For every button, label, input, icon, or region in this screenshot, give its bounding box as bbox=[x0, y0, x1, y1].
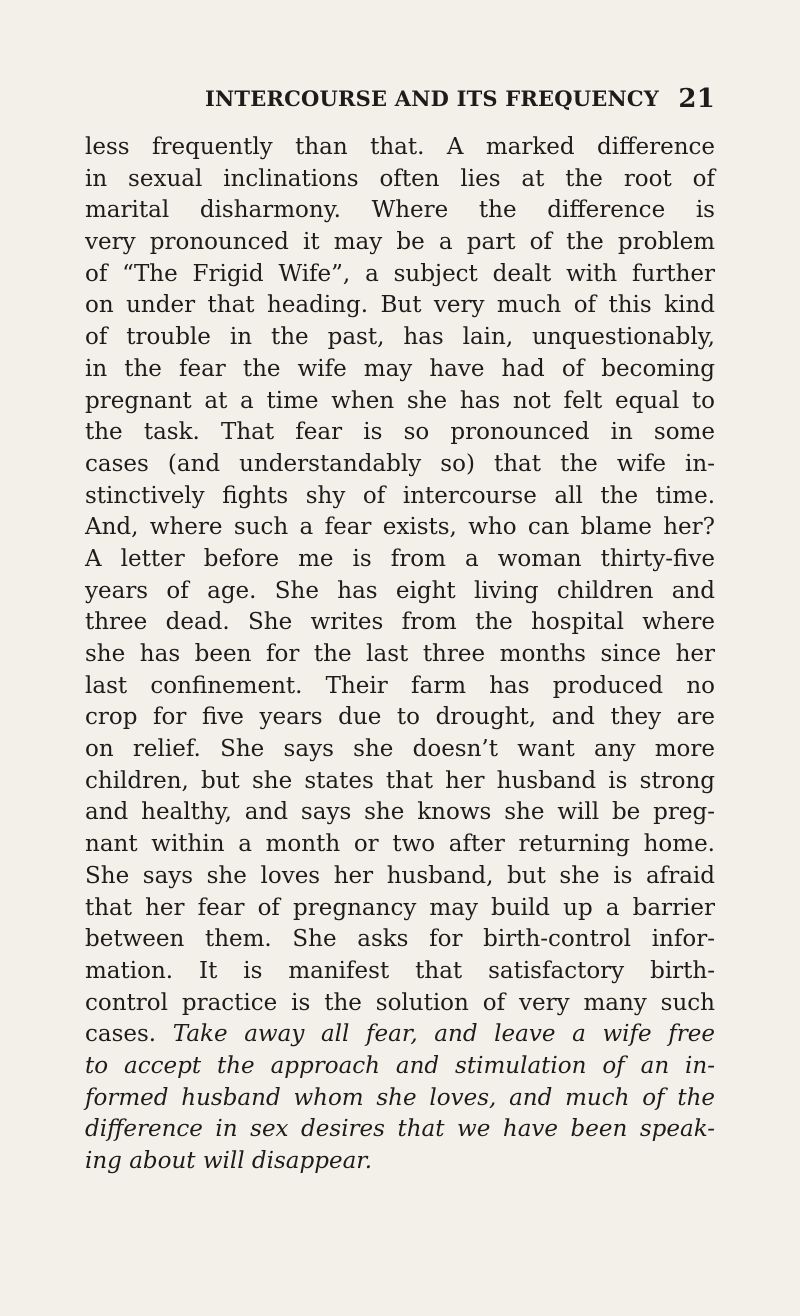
italic-line-last: ing about will disappear. bbox=[85, 1148, 373, 1174]
italic-line: difference in sex desires that we have been speak- bbox=[85, 1116, 715, 1143]
page-number: 21 bbox=[678, 84, 715, 114]
text-line: and healthy, and says she knows she will be preg- bbox=[85, 799, 715, 826]
text-line: And, where such a fear exists, who can blame her? bbox=[85, 514, 715, 541]
body-paragraph bbox=[85, 132, 715, 1178]
text-line: very pronounced it may be a part of the problem bbox=[85, 229, 715, 256]
text-line: of “The Frigid Wife”, a subject dealt with further bbox=[85, 260, 715, 287]
text-line: on under that heading. But very much of this kind bbox=[85, 292, 715, 319]
italic-text: Take away all fear, and leave a wife free bbox=[172, 1021, 715, 1048]
text-line: A letter before me is from a woman thirty-five bbox=[85, 545, 715, 572]
running-head bbox=[205, 86, 715, 116]
text-line: on relief. She says she doesn’t want any more bbox=[85, 736, 715, 763]
text-line: crop for five years due to drought, and they are bbox=[85, 704, 715, 731]
text-line: stinctively fights shy of intercourse all the time. bbox=[85, 482, 715, 509]
text-line: She says she loves her husband, but she is afraid bbox=[85, 862, 715, 889]
text-line: three dead. She writes from the hospital where bbox=[85, 609, 715, 636]
text-line: in sexual inclinations often lies at the root of bbox=[85, 165, 715, 192]
roman-text: cases. bbox=[85, 1021, 173, 1048]
text-line: less frequently than that. A marked difference bbox=[85, 134, 715, 160]
text-line: last confinement. Their farm has produced no bbox=[85, 672, 715, 699]
text-line: children, but she states that her husband is strong bbox=[85, 767, 715, 794]
italic-line: formed husband whom she loves, and much of the bbox=[85, 1084, 715, 1111]
text-line: years of age. She has eight living children and bbox=[85, 577, 715, 604]
text-line: nant within a month or two after returning home. bbox=[85, 831, 715, 858]
text-line: that her fear of pregnancy may build up a barrier bbox=[85, 894, 715, 921]
text-line: marital disharmony. Where the difference is bbox=[85, 197, 715, 224]
text-line-mixed bbox=[85, 1019, 715, 1051]
italic-line: to accept the approach and stimulation of an in- bbox=[85, 1052, 715, 1079]
text-line: between them. She asks for birth-control infor- bbox=[85, 926, 715, 953]
text-line: cases (and understandably so) that the wife in- bbox=[85, 450, 715, 477]
text-line: she has been for the last three months since her bbox=[85, 641, 715, 667]
text-line: in the fear the wife may have had of becoming bbox=[85, 355, 715, 382]
running-title: INTERCOURSE AND ITS FREQUENCY bbox=[205, 86, 659, 111]
text-line: the task. That fear is so pronounced in some bbox=[85, 419, 715, 446]
text-line: pregnant at a time when she has not felt equal to bbox=[85, 387, 715, 414]
text-line: mation. It is manifest that satisfactory birth- bbox=[85, 957, 715, 984]
text-line: of trouble in the past, has lain, unquestionably, bbox=[85, 324, 715, 351]
text-line: control practice is the solution of very many such bbox=[85, 989, 715, 1016]
